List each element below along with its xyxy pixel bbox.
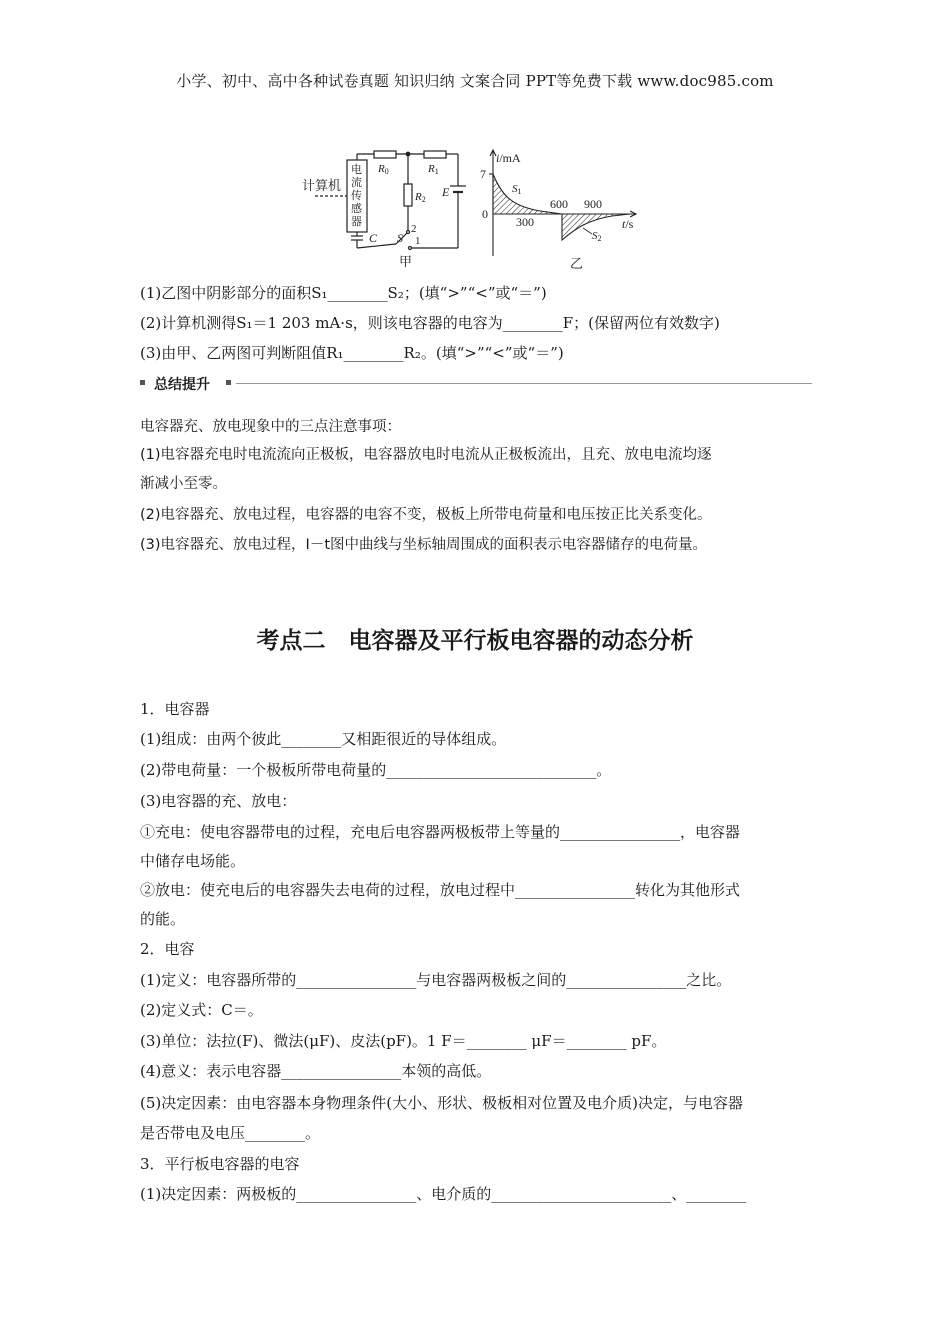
svg-text:电: 电 — [351, 164, 362, 176]
body-line-8: 的能。 — [140, 910, 186, 928]
question-3: (3)由甲、乙两图可判断阻值R₁________R₂。(填“>”“<”或“＝”) — [140, 344, 564, 362]
body-line-13: (4)意义：表示电容器________________本领的高低。 — [140, 1062, 492, 1080]
svg-text:器: 器 — [351, 216, 362, 228]
e-label: E — [442, 185, 450, 199]
x-tick-900: 900 — [584, 197, 602, 211]
resistor-r2 — [404, 184, 412, 206]
circuit-diagram — [315, 151, 466, 250]
summary-title: 总结提升 — [154, 377, 210, 393]
body-line-5: ①充电：使电容器带电的过程，充电后电容器两极板带上等量的________________，电容器 — [140, 823, 741, 841]
body-line-15: 是否带电及电压________。 — [140, 1124, 321, 1142]
body-line-12: (3)单位：法拉(F)、微法(μF)、皮法(pF)。1 F＝________ μF＝________ pF。 — [140, 1032, 667, 1050]
summary-item-1: (1)电容器充电时电流流向正极板，电容器放电时电流从正极板流出，且充、放电电流均逐 — [140, 447, 712, 463]
summary-heading-bar — [140, 374, 812, 394]
figure — [300, 148, 660, 278]
resistor-r1 — [424, 151, 446, 158]
switch-pos-1: 1 — [415, 235, 421, 247]
x-axis-label: t/s — [622, 217, 634, 231]
y-tick-7: 7 — [480, 167, 486, 181]
body-line-11: (2)定义式：C＝。 — [140, 1001, 263, 1019]
svg-text:感: 感 — [351, 203, 362, 215]
origin-label: 0 — [482, 207, 488, 221]
switch-pos-2: 2 — [411, 223, 417, 235]
c-label: C — [369, 231, 378, 245]
resistor-r0 — [374, 151, 396, 158]
x-tick-300: 300 — [516, 215, 534, 229]
s-label: S — [397, 231, 403, 245]
question-2: (2)计算机测得S₁＝1 203 mA·s，则该电容器的电容为________F；(保留两位有效数字) — [140, 314, 720, 332]
body-line-10: (1)定义：电容器所带的________________与电容器两极板之间的________________之比。 — [140, 971, 732, 989]
svg-text:流: 流 — [351, 177, 362, 189]
page-header: 小学、初中、高中各种试卷真题 知识归纳 文案合同 PPT等免费下载 www.doc985.com — [176, 72, 774, 90]
figure-yi-label: 乙 — [570, 256, 584, 271]
summary-item-2: (2)电容器充、放电过程，电容器的电容不变，极板上所带电荷量和电压按正比关系变化。 — [140, 507, 712, 523]
body-line-2: (1)组成：由两个彼此________又相距很近的导体组成。 — [140, 730, 507, 748]
y-axis-label: i/mA — [496, 151, 521, 165]
summary-item-1-cont: 渐减小至零。 — [140, 476, 227, 492]
body-line-7: ②放电：使充电后的电容器失去电荷的过程，放电过程中________________转化为其他形式 — [140, 881, 741, 899]
r2-label: R2 — [415, 191, 426, 204]
body-line-3: (2)带电荷量：一个极板所带电荷量的____________________________。 — [140, 761, 612, 779]
summary-rule — [236, 383, 812, 384]
body-line-9: 2．电容 — [140, 940, 195, 958]
figure-jia-label: 甲 — [399, 254, 413, 269]
s2-label: S2 — [592, 230, 602, 243]
body-line-14: (5)决定因素：由电容器本身物理条件(大小、形状、极板相对位置及电介质)决定，与电容器 — [140, 1094, 743, 1112]
computer-label: 计算机 — [302, 178, 342, 193]
x-tick-600: 600 — [550, 197, 568, 211]
r1-label: R1 — [428, 163, 439, 176]
summary-marker-left — [140, 380, 145, 385]
summary-item-3: (3)电容器充、放电过程，I－t图中曲线与坐标轴周围成的面积表示电容器储存的电荷量。 — [140, 537, 707, 553]
section-title: 考点二 电容器及平行板电容器的动态分析 — [256, 628, 694, 654]
summary-marker-right — [226, 380, 231, 385]
sensor-label — [351, 162, 362, 228]
s1-label: S1 — [512, 183, 522, 196]
body-line-1: 1．电容器 — [140, 700, 210, 718]
svg-text:传: 传 — [351, 190, 362, 202]
body-line-17: (1)决定因素：两极板的________________、电介质的________________________、________ — [140, 1185, 747, 1203]
question-1: (1)乙图中阴影部分的面积S₁________S₂；(填“>”“<”或“＝”) — [140, 284, 547, 302]
r0-label: R0 — [378, 163, 389, 176]
summary-intro: 电容器充、放电现象中的三点注意事项： — [140, 419, 401, 435]
s2-pointer — [583, 228, 592, 234]
body-line-16: 3．平行板电容器的电容 — [140, 1155, 300, 1173]
body-line-4: (3)电容器的充、放电： — [140, 792, 297, 810]
circuit-and-graph — [300, 148, 660, 278]
body-line-6: 中储存电场能。 — [140, 852, 246, 870]
